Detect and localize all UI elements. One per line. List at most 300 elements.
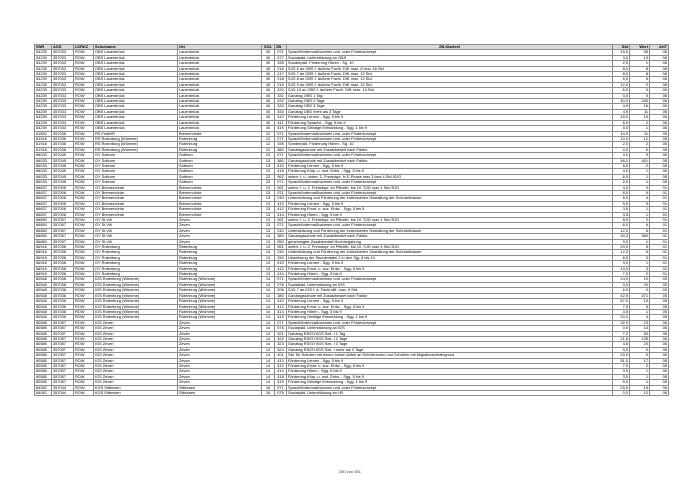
cell-lkrkz: ROW (74, 304, 94, 309)
cell-std: 10,0 (613, 136, 630, 141)
cell-sgl: 40 (262, 88, 275, 93)
cell-std: 0,0 (613, 93, 630, 98)
cell-ort: Zeven (178, 363, 262, 368)
cell-ort: Lauenbrück (178, 72, 262, 77)
cell-lkrkz: ROW (74, 342, 94, 347)
cell-lkrkz: ROW (74, 255, 94, 260)
cell-std: 9,0 (613, 239, 630, 244)
cell-sgl: 40 (262, 61, 275, 66)
cell-ort: Bremervörde (178, 201, 262, 206)
cell-sgl: 13 (262, 272, 275, 277)
cell-ort: Zeven (178, 234, 262, 239)
cell-snr: 66033 (35, 174, 52, 179)
cell-snr: 66837 (35, 196, 52, 201)
cell-zb: 206 (275, 288, 287, 293)
cell-ags: 357006 (52, 212, 74, 217)
cell-std: 12,0 (613, 228, 630, 233)
cell-artt: 06 (650, 55, 669, 60)
cell-ort: Sottrum (178, 169, 262, 174)
cell-wert: 9 (630, 153, 650, 158)
cell-ort: Sottrum (178, 163, 262, 168)
cell-ort: Sittensen (178, 391, 262, 396)
cell-std: 8,0 (613, 196, 630, 201)
cell-zb: 411 (275, 120, 287, 125)
cell-ort: Zeven (178, 326, 262, 331)
cell-artt: 06 (650, 126, 669, 131)
cell-snr: 66916 (35, 255, 52, 260)
cell-zb-klartext: SJG 7 an OBS f. äußere Fachl. Diff. max. 12 Std. (287, 72, 613, 77)
cell-zb-klartext: Ganztag RS/GY/IGS Sek. I mehr als 3 Tage (287, 347, 613, 352)
cell-wert: 0 (630, 82, 650, 87)
cell-snr: 54239 (35, 88, 52, 93)
cell-snr: 80548 (35, 277, 52, 282)
cell-sgl: 14 (262, 358, 275, 363)
cell-schulname: GY St.Viti (94, 218, 178, 223)
cell-wert: 3 (630, 266, 650, 271)
column-header-zb-klartext: ZB-Klartext (287, 45, 613, 50)
cell-zb-klartext: Sonderpäd. Förderung Hören - Sg. 10 (287, 61, 613, 66)
cell-lkrkz: ROW (74, 369, 94, 374)
cell-schulname: KGS Sittensen (94, 391, 178, 396)
cell-schulname: IGS Zeven (94, 353, 178, 358)
cell-ags: 357057 (52, 353, 74, 358)
cell-zb-klartext: unterr. f. u. unterr. 2. Fremdspr. in E-Phase max 3 bzw 4 Std./SJG (287, 174, 613, 179)
cell-sgl: 14 (262, 309, 275, 314)
cell-snr: 80585 (35, 358, 52, 363)
cell-snr: 80585 (35, 380, 52, 385)
cell-lkrkz: ROW (74, 99, 94, 104)
cell-zb: 419 (275, 380, 287, 385)
cell-wert: 6 (630, 77, 650, 82)
cell-wert: 360 (630, 234, 650, 239)
cell-zb: 078 (275, 326, 287, 331)
cell-std: 4,9 (613, 104, 630, 109)
cell-zb-klartext: Std. für Schulen mit einem hohen Anteil an Schülerinnen und Schülern mit Migrationshintergrund (287, 353, 613, 358)
cell-snr: 54239 (35, 77, 52, 82)
cell-lkrkz: ROW (74, 207, 94, 212)
cell-wert: 9 (630, 190, 650, 195)
cell-sgl: 40 (262, 120, 275, 125)
cell-std: 0,0 (613, 347, 630, 352)
cell-zb: 071 (275, 50, 287, 55)
cell-ort: Rotenburg (Wümme) (178, 277, 262, 282)
cell-artt: 06 (650, 153, 669, 158)
cell-snr: 54239 (35, 82, 52, 87)
cell-wert: 1 (630, 369, 650, 374)
cell-schulname: GY Rotenburg (94, 250, 178, 255)
cell-artt: 06 (650, 163, 669, 168)
cell-schulname: GY St.Viti (94, 239, 178, 244)
cell-wert: 15 (630, 385, 650, 390)
cell-artt: 01 (650, 245, 669, 250)
cell-snr: 80585 (35, 320, 52, 325)
cell-snr: 61918 (35, 136, 52, 141)
cell-ags: 357057 (52, 239, 74, 244)
cell-std: 46,1 (613, 158, 630, 163)
cell-artt: 06 (650, 61, 669, 66)
cell-sgl: 40 (262, 126, 275, 131)
cell-std: 45,0 (613, 115, 630, 120)
cell-std: 4,8 (613, 342, 630, 347)
cell-lkrkz: ROW (74, 212, 94, 217)
cell-zb-klartext: Förderung Lernen - Sgg. 5 bis 9 (287, 299, 613, 304)
cell-zb-klartext: genehmigter Zusatzbedarf Hochbegabung (287, 239, 613, 244)
cell-sgl: 14 (262, 374, 275, 379)
cell-zb: 322 (275, 336, 287, 341)
cell-ags: 357036 (52, 250, 74, 255)
cell-artt: 05 (650, 142, 669, 147)
cell-snr: 54239 (35, 120, 52, 125)
cell-sgl: 13 (262, 169, 275, 174)
cell-std: 6,0 (613, 120, 630, 125)
cell-sgl: 13 (262, 250, 275, 255)
cell-snr: 61918 (35, 147, 52, 152)
cell-schulname: OBS Lauenbrück (94, 115, 178, 120)
cell-lkrkz: ROW (74, 72, 94, 77)
cell-zb-klartext: Sprachfördermaßnahmen und -oder Förderkonzept (287, 223, 613, 228)
cell-artt: 01 (650, 234, 669, 239)
cell-snr: 80548 (35, 288, 52, 293)
cell-std: 20,0 (613, 315, 630, 320)
cell-artt: 05 (650, 299, 669, 304)
cell-zb: 414 (275, 212, 287, 217)
column-header-sgl: SGL (262, 45, 275, 50)
cell-std: 32,0 (613, 320, 630, 325)
cell-artt: 05 (650, 293, 669, 298)
cell-zb-klartext: Ganztag RS/GY/IGS Sek. I 3 Tage (287, 342, 613, 347)
cell-zb: 077 (275, 55, 287, 60)
cell-snr: 66850 (35, 218, 52, 223)
cell-schulname: OBS Lauenbrück (94, 109, 178, 114)
cell-zb: 380 (275, 234, 287, 239)
cell-lkrkz: ROW (74, 147, 94, 152)
cell-schulname: GY Sottrum (94, 163, 178, 168)
cell-schulname: GY Rotenburg (94, 266, 178, 271)
cell-zb-klartext: Sprachfördermaßnahmen und -oder Förderkonzept (287, 277, 613, 282)
cell-sgl: 13 (262, 163, 275, 168)
cell-zb-klartext: Förderung Emot. u. soz. Entw. - Sgg. 5 bis 9 (287, 266, 613, 271)
cell-wert: 2 (630, 272, 650, 277)
cell-lkrkz: ROW (74, 336, 94, 341)
cell-zb-klartext: Förderung Hören - Sgg. 5 bis 9 (287, 272, 613, 277)
cell-schulname: OBS Lauenbrück (94, 61, 178, 66)
cell-ags: 357057 (52, 380, 74, 385)
cell-wert: 6 (630, 228, 650, 233)
cell-zb-klartext: Förderung Geistige Entwicklung - Sgg. 1 bis 9 (287, 380, 613, 385)
cell-sgl: 14 (262, 363, 275, 368)
cell-lkrkz: ROW (74, 82, 94, 87)
cell-sgl: 40 (262, 115, 275, 120)
cell-ort: Rotenburg (Wümme) (178, 315, 262, 320)
cell-lkrkz: ROW (74, 88, 94, 93)
cell-ort: Lauenbrück (178, 126, 262, 131)
cell-ort: Rotenburg (178, 136, 262, 141)
cell-zb: 061 (275, 185, 287, 190)
cell-artt: 05 (650, 309, 669, 314)
cell-snr: 54239 (35, 50, 52, 55)
cell-std: 12,0 (613, 250, 630, 255)
cell-sgl: 16 (262, 385, 275, 390)
cell-snr: 80585 (35, 326, 52, 331)
cell-ags: 357057 (52, 369, 74, 374)
cell-lkrkz: ROW (74, 115, 94, 120)
cell-wert: 1 (630, 380, 650, 385)
cell-zb-klartext: Förderung Lernen - Sgg. 5 bis 9 (287, 358, 613, 363)
cell-sgl: 14 (262, 353, 275, 358)
cell-zb-klartext: Ganztag RS/GY/IGS Sek. I 2 Tage (287, 336, 613, 341)
cell-snr: 66850 (35, 223, 52, 228)
cell-zb: 250 (275, 255, 287, 260)
cell-std: 51,0 (613, 358, 630, 363)
cell-artt: 06 (650, 120, 669, 125)
cell-sgl: 13 (262, 266, 275, 271)
cell-schulname: IGS Rotenburg (Wümme) (94, 315, 178, 320)
cell-schulname: OBS Lauenbrück (94, 93, 178, 98)
cell-schulname: KGS Sittensen (94, 385, 178, 390)
cell-std: 21,6 (613, 336, 630, 341)
cell-lkrkz: ROW (74, 391, 94, 396)
cell-ags: 357057 (52, 374, 74, 379)
cell-std: 30,3 (613, 234, 630, 239)
cell-lkrkz: ROW (74, 158, 94, 163)
cell-zb: 380 (275, 147, 287, 152)
cell-ags: 357036 (52, 288, 74, 293)
cell-zb: 410 (275, 358, 287, 363)
cell-artt: 01 (650, 207, 669, 212)
cell-artt: 06 (650, 353, 669, 358)
cell-zb-klartext: Förderung Geistige Entwicklung - Sgg. 1 bis 9 (287, 126, 613, 131)
cell-artt: 05 (650, 131, 669, 136)
cell-sgl: 13 (262, 261, 275, 266)
cell-zb: 217 (275, 72, 287, 77)
cell-artt: 06 (650, 109, 669, 114)
cell-ags: 357057 (52, 331, 74, 336)
cell-zb-klartext: Sprachfördermaßnahmen und -oder Förderkonzept (287, 180, 613, 185)
cell-lkrkz: ROW (74, 228, 94, 233)
cell-sgl: 40 (262, 55, 275, 60)
cell-std: 19,0 (613, 50, 630, 55)
cell-ags: 357033 (52, 77, 74, 82)
cell-lkrkz: ROW (74, 223, 94, 228)
cell-ags: 357033 (52, 126, 74, 131)
cell-wert: 3 (630, 255, 650, 260)
cell-zb: 324 (275, 347, 287, 352)
cell-schulname: IGS Zeven (94, 331, 178, 336)
cell-ort: Zeven (178, 353, 262, 358)
cell-zb: 219 (275, 82, 287, 87)
cell-ags: 357044 (52, 385, 74, 390)
cell-wert: 16 (630, 104, 650, 109)
cell-sgl: 13 (262, 223, 275, 228)
cell-ags: 357045 (52, 180, 74, 185)
cell-zb: 950 (275, 239, 287, 244)
cell-schulname: GY St.Viti (94, 228, 178, 233)
cell-zb: 401 (275, 353, 287, 358)
cell-ort: Lauenbrück (178, 50, 262, 55)
cell-wert: 55 (630, 50, 650, 55)
cell-zb-klartext: Förderung Sprache - Sgg. 5 bis 9 (287, 120, 613, 125)
cell-zb-klartext: SJG 6 an OBS f. äußere Fachl. Diff. max. 8 bzw. 16 Std. (287, 66, 613, 71)
cell-zb: 418 (275, 374, 287, 379)
cell-snr: 66033 (35, 169, 52, 174)
cell-zb-klartext: Sprachfördermaßnahmen und -oder Förderkonzept (287, 131, 613, 136)
cell-lkrkz: ROW (74, 309, 94, 314)
cell-sgl: 14 (262, 288, 275, 293)
cell-sgl: 40 (262, 72, 275, 77)
cell-zb-klartext: SJG 8 an OBS f. äußere Fachl. Diff. max. 12 Std. (287, 77, 613, 82)
cell-zb: 071 (275, 153, 287, 158)
cell-zb-klartext: Förderung Emot. u. soz. Entw. - Sgg. 5 bis 9 (287, 207, 613, 212)
cell-zb-klartext: Förderung Emot. u. soz. Entw. - Sgg. 5 bis 9 (287, 304, 613, 309)
cell-snr: 80548 (35, 293, 52, 298)
cell-lkrkz: ROW (74, 374, 94, 379)
cell-wert: 2 (630, 363, 650, 368)
cell-zb: 412 (275, 266, 287, 271)
cell-std: 0,0 (613, 326, 630, 331)
column-header-std: Std (613, 45, 630, 50)
cell-schulname: OBS Lauenbrück (94, 50, 178, 55)
cell-schulname: GY Rotenburg (94, 255, 178, 260)
cell-lkrkz: ROW (74, 363, 94, 368)
cell-schulname: RS Rotenburg (Wümme) (94, 136, 178, 141)
cell-sgl: 13 (262, 196, 275, 201)
cell-snr: 66033 (35, 180, 52, 185)
cell-zb: 321 (275, 331, 287, 336)
cell-wert: 240 (630, 99, 650, 104)
cell-sgl: 14 (262, 369, 275, 374)
cell-wert: 1 (630, 61, 650, 66)
cell-ort: Lauenbrück (178, 93, 262, 98)
cell-wert: 1 (630, 374, 650, 379)
cell-zb: 216 (275, 66, 287, 71)
cell-schulname: RS Rotenburg (Wümme) (94, 142, 178, 147)
cell-zb-klartext: Sprachfördermaßnahmen und -oder Förderkonzept (287, 50, 613, 55)
cell-ags: 357033 (52, 72, 74, 77)
cell-schulname: OBS Lauenbrück (94, 99, 178, 104)
cell-lkrkz: ROW (74, 218, 94, 223)
cell-zb-klartext: Ganztag OBS 3 Tage (287, 104, 613, 109)
cell-lkrkz: ROW (74, 277, 94, 282)
cell-zb-klartext: Förderung Hören - Sgg. 5 bis 9 (287, 369, 613, 374)
cell-sgl: 13 (262, 228, 275, 233)
cell-artt: 06 (650, 66, 669, 71)
cell-zb: 412 (275, 304, 287, 309)
cell-zb: 240 (275, 196, 287, 201)
cell-lkrkz: ROW (74, 353, 94, 358)
cell-ags: 357033 (52, 66, 74, 71)
cell-ags: 357036 (52, 266, 74, 271)
cell-wert: 12 (630, 391, 650, 396)
cell-schulname: RS Rotenburg (Wümme) (94, 147, 178, 152)
cell-wert: 2 (630, 142, 650, 147)
cell-lkrkz: ROW (74, 66, 94, 71)
cell-lkrkz: ROW (74, 190, 94, 195)
cell-zb: 414 (275, 309, 287, 314)
cell-ags: 357057 (52, 218, 74, 223)
cell-ort: Rotenburg (178, 255, 262, 260)
cell-ort: Rotenburg (Wümme) (178, 293, 262, 298)
cell-lkrkz: ROW (74, 131, 94, 136)
cell-zb-klartext: Förderung Hören - Sgg. 5 bis 9 (287, 309, 613, 314)
cell-wert: 14 (630, 326, 650, 331)
cell-ort: Zeven (178, 239, 262, 244)
cell-ags: 357006 (52, 190, 74, 195)
cell-snr: 80585 (35, 336, 52, 341)
cell-lkrkz: ROW (74, 293, 94, 298)
cell-std: 6,0 (613, 223, 630, 228)
cell-std: 20,0 (613, 245, 630, 250)
cell-zb: 418 (275, 169, 287, 174)
cell-snr: 54239 (35, 115, 52, 120)
cell-ort: Rotenburg (Wümme) (178, 299, 262, 304)
cell-ags: 357057 (52, 358, 74, 363)
cell-ort: Rotenburg (Wümme) (178, 288, 262, 293)
cell-std: 12,0 (613, 82, 630, 87)
cell-zb: 071 (275, 320, 287, 325)
cell-ort: Zeven (178, 358, 262, 363)
cell-ags: 357036 (52, 315, 74, 320)
cell-schulname: IGS Zeven (94, 342, 178, 347)
cell-sgl: 14 (262, 315, 275, 320)
cell-std: 10,0 (613, 266, 630, 271)
cell-artt: 05 (650, 277, 669, 282)
cell-wert: 1 (630, 169, 650, 174)
cell-wert: 1 (630, 207, 650, 212)
cell-wert: 4 (630, 196, 650, 201)
cell-ags: 357045 (52, 153, 74, 158)
cell-schulname: OBS Lauenbrück (94, 77, 178, 82)
cell-lkrkz: ROW (74, 50, 94, 55)
cell-zb: 155 (275, 61, 287, 66)
cell-zb-klartext: Sonderpäd. Förderung Hören - Sg. 10 (287, 142, 613, 147)
cell-sgl: 12 (262, 136, 275, 141)
cell-wert: 0 (630, 288, 650, 293)
cell-ort: Lauenbrück (178, 115, 262, 120)
cell-zb-klartext: Sozialpäd. Unterstützung an IGS (287, 282, 613, 287)
cell-schulname: IGS Zeven (94, 358, 178, 363)
cell-std: 57,0 (613, 299, 630, 304)
cell-std: 4,0 (613, 169, 630, 174)
cell-std: 6,0 (613, 174, 630, 179)
cell-zb-klartext: Ganztagsschule mit Zusatzbedarf nach Faktor (287, 158, 613, 163)
cell-std: 2,0 (613, 142, 630, 147)
cell-schulname: IGS Zeven (94, 326, 178, 331)
cell-sgl: 40 (262, 104, 275, 109)
cell-sgl: 13 (262, 185, 275, 190)
cell-lkrkz: ROW (74, 331, 94, 336)
report-sheet (34, 44, 668, 396)
cell-wert: 5 (630, 245, 650, 250)
cell-snr: 80585 (35, 331, 52, 336)
cell-lkrkz: ROW (74, 180, 94, 185)
cell-ags: 357033 (52, 82, 74, 87)
cell-snr: 54239 (35, 93, 52, 98)
cell-ort: Lauenbrück (178, 77, 262, 82)
cell-zb: 071 (275, 131, 287, 136)
cell-lkrkz: ROW (74, 282, 94, 287)
cell-sgl: 23 (262, 180, 275, 185)
table-row (35, 391, 669, 396)
cell-sgl: 14 (262, 336, 275, 341)
cell-zb: 062 (275, 174, 287, 179)
cell-zb: 380 (275, 293, 287, 298)
cell-zb-klartext: Unterstützung und Förderung der individuellen Gestaltung der Schulzeitdauer (287, 228, 613, 233)
cell-wert: 11 (630, 109, 650, 114)
cell-ort: Rotenburg (Wümme) (178, 309, 262, 314)
cell-ags: 357057 (52, 342, 74, 347)
cell-std: 7,5 (613, 304, 630, 309)
cell-std: 6,0 (613, 255, 630, 260)
